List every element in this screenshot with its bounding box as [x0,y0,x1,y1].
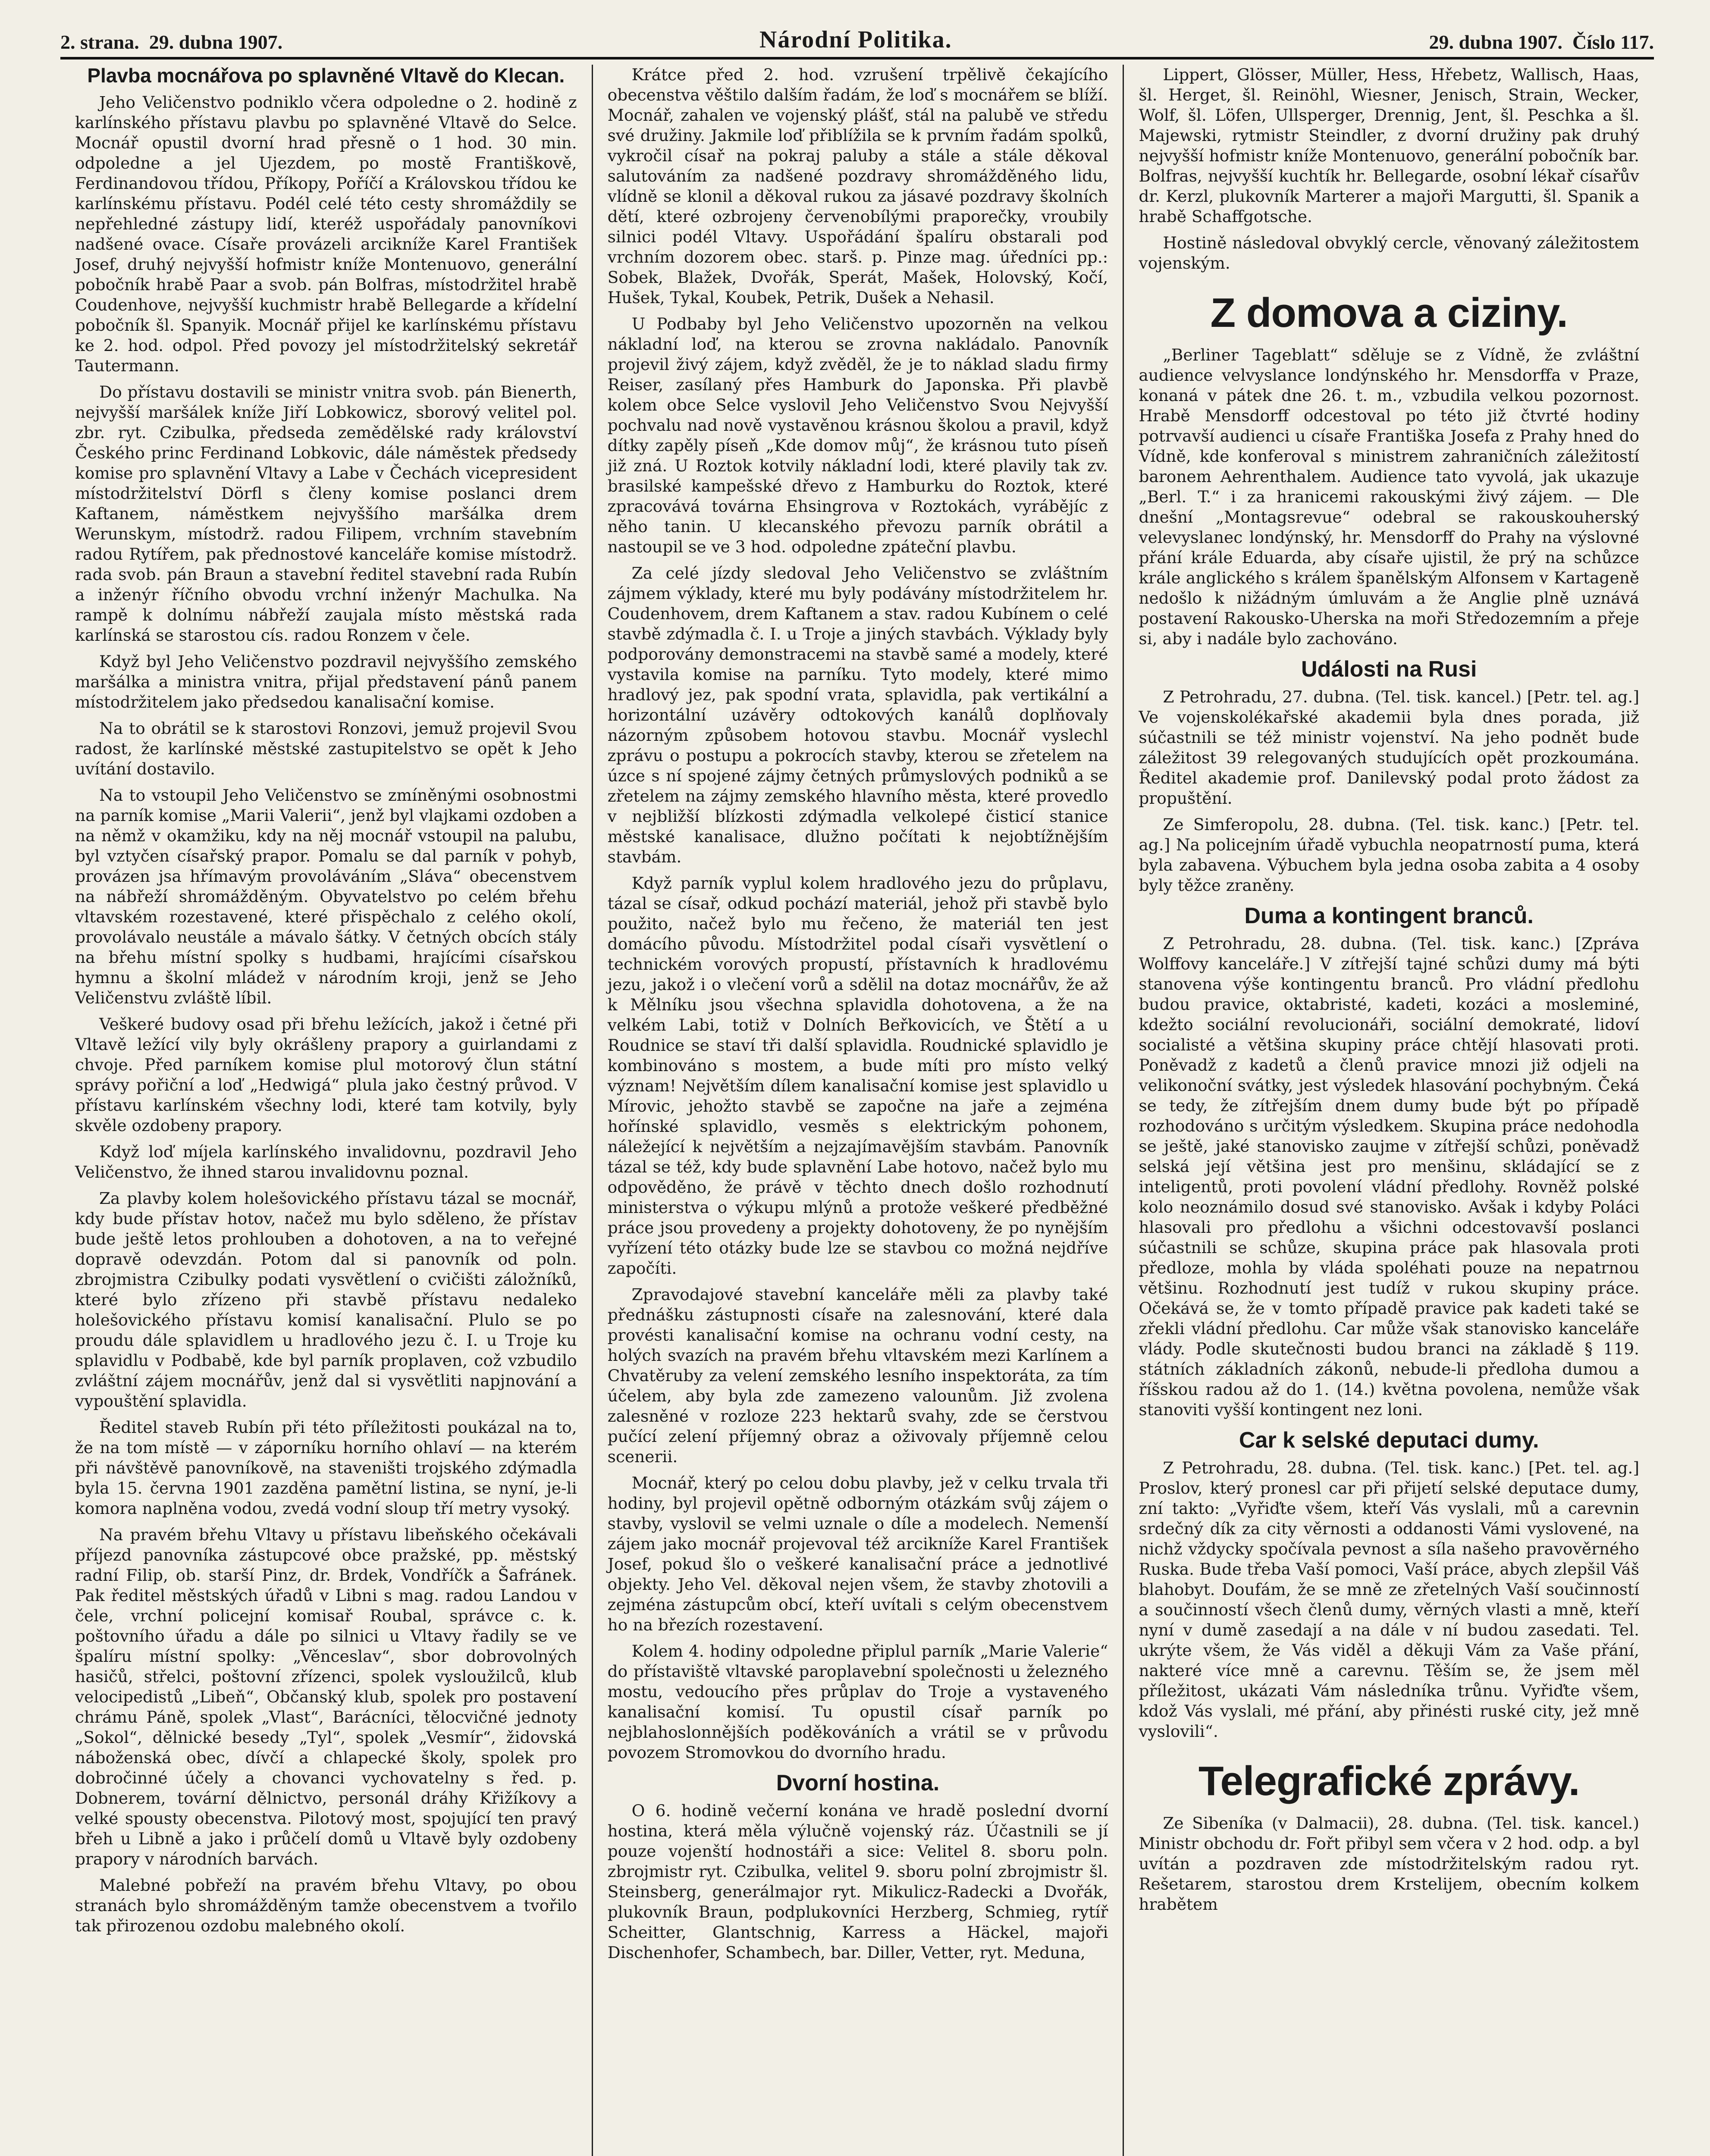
masthead [60,26,1654,60]
section-title-duma: Duma a kontingent branců. [1244,903,1534,928]
paragraph: Krátce před 2. hod. vzrušení trpělivě čekajícího obecenstva věštilo dalším řadám, že loď s mocnářem se blíží. Mocnář, zahalen ve vojenský plášť, stál na palubě ve středu své družiny. Jakmile loď přiblížila se k prvním řadám spolků, vykročil císař na pokraj paluby a stále a stále děkoval salutováním za nadšené pozdravy shromážděného lidu, vlídně se klonil a děkoval rukou za jásavé pozdravy školních dětí, které ozbrojeny červenobílými praporečky, vroubily silnici podél Vltavy. Uspořádání špalíru obstarali pod vrchním dozorem obec. starš. p. Pinze mag. úředníci pp.: Sobek, Blažek, Dvořák, Sperát, Mašek, Holovský, Kočí, Hušek, Tykal, Koubek, Petrik, Dušek a Nehasil. [607,65,1108,307]
paragraph: Na to obrátil se k starostovi Ronzovi, jemuž projevil Svou radost, že karlínské městské zastupitelstvo se opět k Jeho uvítání dostavilo. [75,719,577,778]
paragraph: Do přístavu dostavili se ministr vnitra svob. pán Bienerth, nejvyšší maršálek kníže Jiří Lobkowicz, sborový velitel pol. zbr. ryt. Czibulka, předseda zemědělské rady království Českého princ Ferdinand Lobkovic, dále náměstek předsedy komise pro splavnění Vltavy a Labe v Čechách vicepresident místodržitelství Dörfl s členy komise poslanci drem Kaftanem, náměstkem nejvyššího maršálka drem Werunskym, místodrž. radou Filipem, vrchním stavebním radou Rytířem, pak přednostové kanceláře komise místodrž. rada svob. pán Braun a stavební ředitel stavební rada Rubín a inženýr říčního obvodu vrchní inženýr Machulka. Na rampě k dolnímu nábřeží zaujala místo městská rada karlínská se starostou cís. radou Ronzem v čele. [75,382,577,645]
column-3 [1123,65,1654,2156]
paragraph: U Podbaby byl Jeho Veličenstvo upozorněn na velkou nákladní loď, na kterou se zrovna nakládalo. Panovník projevil živý zájem, když zvěděl, že je to náklad sladu firmy Reiser, zasílaný přes Hamburk do Japonska. Při plavbě kolem obce Selce vyslovil Jeho Veličenstvo Svou Nejvyšší pochvalu nad nově vystavěnou krásnou školou a pravil, když dítky zapěly píseň „Kde domov můj“, že krásnou tuto píseň již zná. U Roztok kotvily nákladní lodi, které plavily tak zv. brasilské kampešské dřevo z Hamburku do Roztok, které zpracovává továrna Ehsingrova v Roztokách, vyrábějíc z něho tanin. U klecanského převozu parník obrátil a nastoupil se ve 3 hod. odpoledne zpáteční plavbu. [607,314,1108,556]
paragraph: „Berliner Tageblatt“ sděluje se z Vídně, že zvláštní audience velvyslance londýnského hr. Mensdorffa v Praze, konaná v pátek dne 26. t. m., vzbudila velkou pozornost. Hrabě Mensdorff odcestoval po této již čtvrté hodiny potrvavší audienci u císaře Františka Josefa z Prahy hned do Vídně, kde konferoval s ministrem zahraničních záležitostí baronem Aehrenthalem. Audience tato vyvolá, jak ukazuje „Berl. T.“ i za hranicemi rakouskými živý zájem. — Dle dnešní „Montagsrevue“ odebral se rakouskouherský velevyslanec londýnský, hr. Mensdorff do Prahy na výslovné přání krále Eduarda, aby císaře ujistil, že prý na schůzce krále anglického s králem španělským Alfonsem v Kartageně nedošlo k nižádným úmluvám a že Anglie plně uznává postavení Rakousko-Uherska na moři Středozemním a přeje si, aby i nadále bylo zachováno. [1139,345,1639,648]
paragraph: Mocnář, který po celou dobu plavby, jež v celku trvala tři hodiny, byl projevil opětně odborným otázkám svůj zájem o stavby, vyslovil se velmi uznale o díle a modelech. Nemenší zájem jako mocnář projevoval též arcikníže Karel František Josef, pokud šlo o veškeré kanalisační práce a jednotlivé objekty. Jeho Vel. děkoval nejen všem, že stavby zhotovili a zejména zástupcům obcí, kteří uvítali s celým obecenstvem ho na březích rozestavení. [607,1473,1108,1634]
section-title-telegraficke: Telegrafické zprávy. [1198,1758,1580,1804]
paragraph: Když loď míjela karlínského invalidovnu, pozdravil Jeho Veličenstvo, že ihned starou invalidovnu poznal. [75,1142,577,1181]
section-title-car: Car k selské deputaci dumy. [1239,1428,1539,1453]
car-body [1139,1458,1639,1742]
paragraph: Veškeré budovy osad při břehu ležících, jakož i četné při Vltavě ležící vily byly okrášleny prapory a guirlandami z chvoje. Před parníkem komise plul motorový člun státní správy pořiční a loď „Hedwigá“ plula jako čestný průvod. V přístavu karlínském všechny lodi, které tam kotvily, byly skvěle ozdobeny prapory. [75,1015,577,1135]
paragraph: Z Petrohradu, 28. dubna. (Tel. tisk. kanc.) [Pet. tel. ag.] Proslov, který pronesl car při přijetí selské deputace dumy, zní takto: „Vyřiďte všem, kteří Vás vyslali, mů a carevnin srdečný dík za city věrnosti a oddanosti Vámi vyslovené, na nichž vždycky spočívala pevnost a síla našeho pravověrného Ruska. Bude třeba Vaší pomoci, Vaší práce, abych zlepšil Váš blahobyt. Doufám, že se mně ze zřetelných Vaší součinností a součinností všech členů dumy, věrných vlasti a mně, kteří nyní v dumě zasedají a na dále v ní budou zasedati. Tel. ukrýte všem, že Vás viděl a děkuji Vám za Vaše přání, nakteré více mně a carevnu. Těším se, že jsem měl příležitost, ukázati Vám následníka trůnu. Vyřiďte všem, kdož Vás vyslali, mé přání, aby přinésti ruské city, jež mně vyslovili“. [1139,1458,1639,1741]
telegraficke-body [1139,1813,1639,1915]
paragraph: Malebné pobřeží na pravém břehu Vltavy, po obou stranách bylo shromážděným tamže obecenstvem a tvořilo tak přirozenou ozdobu malebného okolí. [75,1876,577,1935]
section-title-dvorni-hostina: Dvorní hostina. [776,1771,940,1796]
paragraph: Na to vstoupil Jeho Veličenstvo se zmíněnými osobnostmi na parník komise „Marii Valerii“, jenž byl vlajkami ozdoben a na němž v okamžiku, kdy na něj mocnář vstoupil na palubu, byl vztyčen císařský prapor. Pomalu se dal parník v pohyb, provázen jsa hřímavým provoláváním „Sláva“ obecenstvem na nábřeží shromážděným. Obyvatelstvo po celém břehu vltavském rozestavené, které přispěchalo z celého okolí, provolávalo neustále a mávalo šátky. V četných obcích stály na břehu místní spolky s hudbami, hrajícími císařskou hymnu a školní mládež v národním kroji, jenž se Jeho Veličenstvu zvláště líbil. [75,786,577,1007]
paragraph: Zpravodajové stavební kanceláře měli za plavby také přednášku zástupnosti císaře na zalesnování, které dala provésti kanalisační komise na ochranu vodní cesty, na holých svazích na pravém břehu vltavském mezi Karlínem a Chvatěruby za velení zemského lesního inspektoráta, za tím účelem, aby byla zde zamezeno valounům. Již zvolena zalesněné v rozloze 223 hektarů svahy, zde se čerstvou pučící zelení příjemný obraz a oživovaly příjemně celou scenerii. [607,1285,1108,1466]
paragraph: Lippert, Glösser, Müller, Hess, Hřebetz, Wallisch, Haas, šl. Herget, šl. Reinöhl, Wiesner, Jenisch, Strain, Wecker, Wolf, šl. Löfen, Ullsperger, Drennig, Jent, šl. Peschka a šl. Majewski, rytmistr Steindler, z dvorní družiny pak druhý nejvyšší hofmistr kníže Montenuovo, generální pobočník bar. Bolfras, nejvyšší kuchtík hr. Bellegarde, osobní lékař císařův dr. Kerzl, plukovník Marterer a majoři Margutti, šl. Spanik a hrabě Schaffgotsche. [1139,65,1639,226]
page-number: 2. strana. 29. dubna 1907. [60,31,283,53]
columns [60,65,1654,2156]
paragraph: Když byl Jeho Veličenstvo pozdravil nejvyššího zemského maršálka a ministra vnitra, přijal představení pánů panem místodržitelem jako předsedou kanalisační komise. [75,652,577,711]
paragraph: Když parník vyplul kolem hradlového jezu do průplavu, tázal se císař, odkud pochází materiál, jehož při stavbě bylo použito, načež bylo mu řečeno, že materiál ten jest domácího původu. Místodržitel podal císaři vysvětlení o technickém vorových propustí, přístavních k hradlovému jezu, jakož i o vlečení vorů a sdělil na dotaz mocnářův, že až k Mělníku jsou všechna splavidla dohotovena, a že na velkém Labi, totiž v Dolních Beřkovicích, ve Štětí a u Roudnice se staví tři další splavidla. Roudnické splavidlo je kombinováno s mostem, a bude míti pro místo velký význam! Největším dílem kanalisační komise jest splavidlo u Mírovic, jehožto stavbě se započne na jaře a zejména hořínské splavidlo, vesměs s elektrickým pohonem, náležející k největším a nejzajímavějším stavbám. Panovník tázal se též, kdy bude splavnění Labe hotovo, načež bylo mu odpověděno, že právě v těchto dnech došlo rozhodnutí ministerstva o výkupu mlýnů a protože veškeré předběžné práce jsou provedeny a projekty dohotoveny, že po nynějším vyřízení této otázky bude lze se stavbou co možná nejdříve započíti. [607,874,1108,1278]
column-2 [592,65,1123,2156]
paragraph: Kolem 4. hodiny odpoledne připlul parník „Marie Valerie“ do přístaviště vltavské paroplavební společnosti u železného mostu, vedoucího přes průplav do Troje a vystaveného kanalisační komisí. Tu opustil císař parník po nejblahoslonnějších poděkováních a vrátil se v průvodu povozem Stromovkou do dvorního hradu. [607,1642,1108,1762]
dvorni-hostina-body [608,1801,1108,1963]
paragraph: Ze Simferopolu, 28. dubna. (Tel. tisk. kanc.) [Petr. tel. ag.] Na policejním úřadě vybuchla neopatrností puma, která byla zabavena. Výbuchem byla jedna osoba zabita a 4 osoby byly těžce zraněny. [1139,815,1639,895]
column-3-intro [1139,65,1639,273]
column-2-body [608,65,1108,1763]
paragraph: Na pravém břehu Vltavy u přístavu libeňského očekávali příjezd panovníka zástupcové obce pražské, pp. městský radní Filip, ob. starší Pinz, dr. Brdek, Vondříčk a Šafránek. Pak ředitel městských úřadů v Libni s mag. radou Landou v čele, vrchní policejní komisař Roubal, správce c. k. poštovního úřadu a dále po silnici u Vltavy řadily se ve špalíru místní spolky: „Věnceslav“, sbor dobrovolných hasičů, střelci, poštovní zřízenci, spolek vysloužilců, klub velocipedistů „Libeň“, Občanský klub, spolek pro postavení chrámu Páně, spolek „Vlast“, Barácníci, tělocvičné jednoty „Sokol“, dělnické besedy „Tyl“, spolek „Vesmír“, židovská náboženská obec, dívčí a chlapecké školy, spolek pro dobročinné účely a chovanci vychovatelny s řed. p. Dobnerem, tovární dělnictvo, personál dráhy Křižíkovy a velké spousty obecenstva. Pilotový most, spojující ten pravý břeh u Libně a jako i průčelí domů u Vltavě byly ozdobeny prapory v národních barvách. [75,1525,577,1868]
column-1 [60,65,592,2156]
paragraph: Za celé jízdy sledoval Jeho Veličenstvo se zvláštním zájmem výklady, které mu byly podávány místodržitelem hr. Coudenhovem, drem Kaftanem a stav. radou Kubínem o celé stavbě zdýmadla č. I. u Troje a jiných stavbách. Výklady byly podporovány demonstracemi na stavbě samé a modely, které vystavila komise na parníku. Tyto modely, které mimo hradlový jez, pak spodní vrata, splavidla, pak vertikální a horizontální uzávěry odtokových kanálů doplňovaly názorným způsobem hotovou stavbu. Mocnář vyslechl zprávu o postupu a pokrocích stavby, kterou se zřetelem na úzce s ní spojené zájmy četných průmyslových podniků a se zřetelem na zájmy zemského hlavního města, které provedlo v nejbližší blízkosti zdýmadla velkolepé čisticí stanice městské kanalisace, dlužno počítati k nejobtížnějším stavbám. [607,564,1108,866]
paragraph: Za plavby kolem holešovického přístavu tázal se mocnář, kdy bude přístav hotov, načež mu bylo sděleno, že přístav bude ještě letos prohlouben a dohotoven, a na to veřejné dopravě odevzdán. Potom dal si panovník od poln. zbrojmistra Czibulky podati vysvětlení o cvičišti záložníků, které bylo zřízeno při stavbě přístavu nedaleko holešovického přístavu komisí kanalisační. Plulo se po proudu dále splavidlem u hradlového jezu č. I. u Troje ku splavidlu v Podbabě, kde byl parník proplaven, což vzbudilo zvláštní zájem mocnářův, jenž dal si vysvětliti napjnování a vypouštění splavidla. [75,1189,577,1410]
duma-body [1139,934,1639,1420]
paragraph: Ředitel staveb Rubín při této příležitosti poukázal na to, že na tom místě — v záporníku horního ohlaví — na kterém při návštěvě panovníkově, na staveništi trojského zdýmadla byla 15. června 1901 zazděna pamětní listina, se nyní, je-li komora naplněna vodou, zvedá vodní sloup tří metry vysoký. [75,1418,577,1518]
section-title-udalosti-na-rusi: Události na Rusi [1301,657,1477,682]
article-title: Plavba mocnářova po splavněné Vltavě do Klecan. [87,65,565,87]
paragraph: Hostině následoval obvyklý cercle, věnovaný záležitostem vojenským. [1139,233,1639,273]
z-domova-body [1139,345,1639,649]
paragraph: Z Petrohradu, 27. dubna. (Tel. tisk. kancel.) [Petr. tel. ag.] Ve vojenskolékařské akademii byla dnes porada, již súčastnili se též ministr vojenství. Na jeho podnět bude záležitost 39 relegovaných studujících opět prozkoumána. Ředitel akademie prof. Danilevský podal proto žádost za propuštění. [1139,687,1639,808]
column-1-body [75,92,577,1936]
issue-info: 29. dubna 1907. Číslo 117. [1429,31,1654,53]
udalosti-body [1139,687,1639,896]
newspaper-title: Národní Politika. [759,26,952,53]
paragraph: Jeho Veličenstvo podniklo včera odpoledne o 2. hodině z karlínského přístavu plavbu po splavněné Vltavě do Selce. Mocnář opustil dvorní hrad přesně o 1 hod. 30 min. odpoledne a jel Ujezdem, po mostě Františkově, Ferdinandovou třídou, Příkopy, Poříčí a Královskou třídou ke karlínskému přístavu. Podél celé této cesty shromáždily se nepřehledné zástupy lidí, kteréž uspořádaly panovníkovi nadšené ovace. Císaře provázeli arcikníže Karel František Josef, druhý nejvyšší hofmistr kníže Montenuovo, generální pobočník hrabě Paar a svob. pán Bolfras, místodržitel hrabě Coudenhove, nejvyšší kuchmistr hrabě Bellegarde a křídelní pobočník šl. Spanyik. Mocnář přijel ke karlínskému přístavu ke 2. hod. odpol. Před povozy jel místodržitelský sekretář Tautermann. [75,93,577,375]
paragraph: Ze Sibeníka (v Dalmacii), 28. dubna. (Tel. tisk. kancel.) Ministr obchodu dr. Fořt přibyl sem včera v 2 hod. odp. a byl uvítán a pozdraven zde místodržitelským radou ryt. Rešetarem, starostou drem Krstelijem, obecním kolkem hrabětem [1139,1814,1639,1914]
paragraph: Z Petrohradu, 28. dubna. (Tel. tisk. kanc.) [Zpráva Wolffovy kanceláře.] V zítřejší tajné schůzi dumy má býti stanovena výše kontingentu branců. Pro vládní předlohu budou pravice, oktabristé, kadeti, kozáci a mosleminé, kdežto sociální revolucionáři, sociální demokraté, lidoví socialisté a většina skupiny práce chtějí hlasovati proti. Poněvadž z kadetů a členů pravice mnozi již odjeli na velikonoční svátky, jest výsledek hlasování pochybným. Čeká se tedy, že zítřejším dnem dumy bude být po případě rozhodováno s určitým výsledkem. Skupina práce nedohodla se ještě, jaké stanovisko zaujme v zítřejší schůzi, poněvadž selská její většina jest pro menšinu, skládající se z inteligentů, proti povolení vládní předlohy. Rovněž polské kolo neoznámilo dosud své stanovisko. Avšak i kdyby Poláci hlasovali pro předlohu a všichni odcestovavší poslanci súčastnili se schůze, skupina práce pak hlasovala proti předloze, mohla by vláda spoléhati pouze na nepatrnou většinu. Rozhodnutí jest tudíž v rukou skupiny práce. Očekává se, že v tomto případě pravice pak kadeti také se zřekli vládní předlohu. Car může však stanovisko kanceláře vlády. Podle skutečnosti budou branci na základě § 119. státních základních zákonů, nebude-li předloha dumou a říšskou radou až do 1. (14.) května povolena, nemůže však stanoviti vyšší kontingent nez loni. [1139,934,1639,1419]
paragraph: O 6. hodině večerní konána ve hradě poslední dvorní hostina, která měla výlučně vojenský ráz. Účastnili se jí pouze vojenští hodnostáři a sice: Velitel 8. sboru poln. zbrojmistr ryt. Czibulka, velitel 9. sboru polní zbrojmistr šl. Steinsberg, generálmajor ryt. Mikulicz-Radecki a Dvořák, plukovník Braun, podplukovníci Herzberg, Schmieg, rytíř Scheitter, Glantschnig, Karress a Häckel, majoři Dischenhofer, Schambech, bar. Diller, Vetter, ryt. Meduna, [607,1801,1108,1962]
section-title-z-domova: Z domova a ciziny. [1210,290,1568,336]
